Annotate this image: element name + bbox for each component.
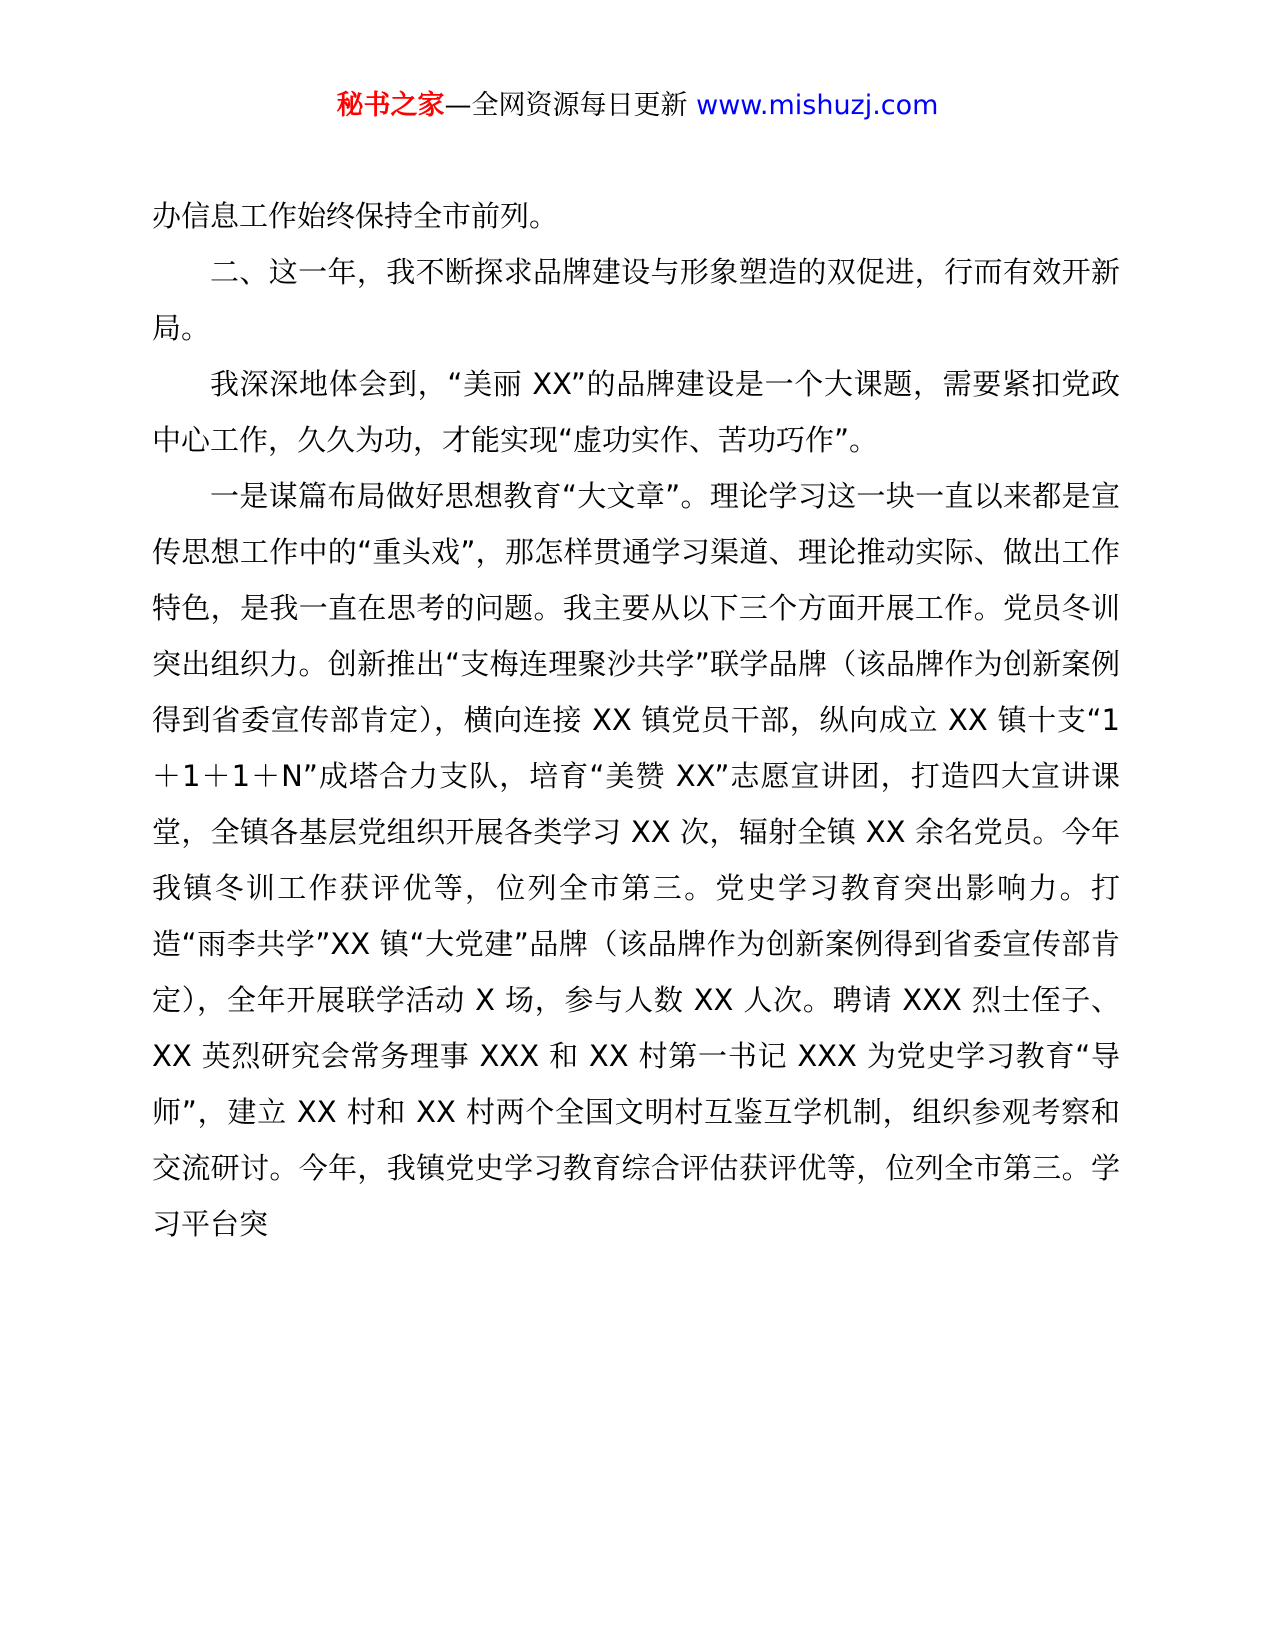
page-header xyxy=(0,86,1275,126)
paragraph-continuation: 办信息工作始终保持全市前列。 xyxy=(152,199,559,233)
document-body xyxy=(152,188,1120,1252)
body-paragraph: 我深深地体会到，“美丽 XX”的品牌建设是一个大课题，需要紧扣党政中心工作，久久为功，才能实现“虚功实作、苦功巧作”。 xyxy=(152,367,1120,457)
body-paragraph: 一是谋篇布局做好思想教育“大文章”。理论学习这一块一直以来都是宣传思想工作中的“重头戏”，那怎样贯通学习渠道、理论推动实际、做出工作特色，是我一直在思考的问题。我主要从以下三个方面开展工作。党员冬训突出组织力。创新推出“支梅连理聚沙共学”联学品牌（该品牌作为创新案例得到省委宣传部肯定），横向连接 XX 镇党员干部，纵向成立 XX 镇十支“1＋1＋1＋N”成塔合力支队，培育“美赞 XX”志愿宣讲团，打造四大宣讲课堂，全镇各基层党组织开展各类学习 XX 次，辐射全镇 XX 余名党员。今年我镇冬训工作获评优等，位列全市第三。党史学习教育突出影响力。打造“雨李共学”XX 镇“大党建”品牌（该品牌作为创新案例得到省委宣传部肯定），全年开展联学活动 X 场，参与人数 XX 人次。聘请 XXX 烈士侄子、XX 英烈研究会常务理事 XXX 和 XX 村第一书记 XXX 为党史学习教育“导师”，建立 XX 村和 XX 村两个全国文明村互鉴互学机制，组织参观考察和交流研讨。今年，我镇党史学习教育综合评估获评优等，位列全市第三。学习平台突 xyxy=(152,479,1120,1241)
header-tagline: —全网资源每日更新 xyxy=(444,90,688,121)
header-brand: 秘书之家 xyxy=(336,90,445,121)
header-url-link[interactable]: www.mishuzj.com xyxy=(696,90,939,121)
section-heading-paragraph: 二、这一年，我不断探求品牌建设与形象塑造的双促进，行而有效开新局。 xyxy=(152,255,1120,345)
